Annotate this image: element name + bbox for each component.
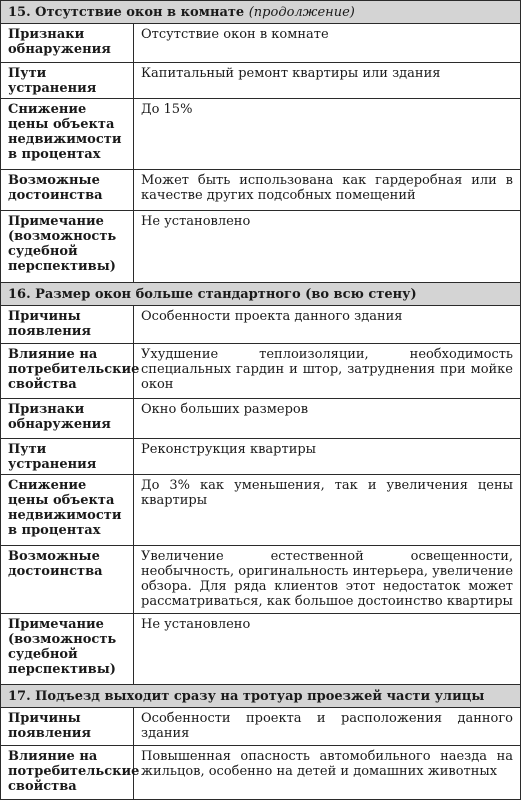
row-value: Реконструкция квартиры [134,439,521,475]
section-title: 16. Размер окон больше стандартного (во всю стену) [1,283,521,306]
row-label: Влияние на потребительские свойства [1,344,134,399]
row-label: Примечание (возможность судебной перспективы) [1,211,134,283]
table-row [1,546,521,614]
table-row [1,24,521,63]
row-value: Особенности проекта и расположения данного здания [134,708,521,746]
table-row [1,99,521,170]
row-label: Снижение цены объекта недвижимости в процентах [1,99,134,170]
table-row [1,306,521,344]
row-label: Причины появления [1,708,134,746]
row-label: Влияние на потребительские свойства [1,746,134,800]
row-label: Возможные достоинства [1,546,134,614]
row-label: Признаки обнаружения [1,399,134,439]
section-header-15 [1,1,521,24]
row-value: До 15% [134,99,521,170]
row-label: Примечание (возможность судебной перспективы) [1,614,134,685]
row-value: Не установлено [134,211,521,283]
table-row [1,614,521,685]
row-value: Не установлено [134,614,521,685]
table-row [1,63,521,99]
row-value: Особенности проекта данного здания [134,306,521,344]
section-title: 17. Подъезд выходит сразу на тротуар проезжей части улицы [1,685,521,708]
row-label: Признаки обнаружения [1,24,134,63]
section-title: 15. Отсутствие окон в комнате [8,5,245,20]
table-row [1,746,521,800]
section-header-16 [1,283,521,306]
table-row [1,170,521,211]
row-value: Окно больших размеров [134,399,521,439]
table-row [1,708,521,746]
section-title-cell [1,1,521,24]
table-row [1,344,521,399]
section-header-17 [1,685,521,708]
table-row [1,399,521,439]
table-row [1,211,521,283]
row-value: До 3% как уменьшения, так и увеличения цены квартиры [134,475,521,546]
row-label: Причины появления [1,306,134,344]
row-label: Пути устранения [1,439,134,475]
row-label: Снижение цены объекта недвижимости в процентах [1,475,134,546]
table-row [1,439,521,475]
row-value: Повышенная опасность автомобильного наезда на жильцов, особенно на детей и домашних животных [134,746,521,800]
table-row [1,475,521,546]
row-label: Возможные достоинства [1,170,134,211]
section-title-suffix: (продолжение) [248,5,355,20]
row-value: Капитальный ремонт квартиры или здания [134,63,521,99]
row-label: Пути устранения [1,63,134,99]
row-value: Увеличение естественной освещенности, необычность, оригинальность интерьера, увеличение обзора. Для ряда клиентов этот недостаток может рассматриваться, как большое достоинство квартиры [134,546,521,614]
row-value: Отсутствие окон в комнате [134,24,521,63]
row-value: Может быть использована как гардеробная или в качестве других подсобных помещений [134,170,521,211]
row-value: Ухудшение теплоизоляции, необходимость специальных гардин и штор, затруднения при мойке окон [134,344,521,399]
